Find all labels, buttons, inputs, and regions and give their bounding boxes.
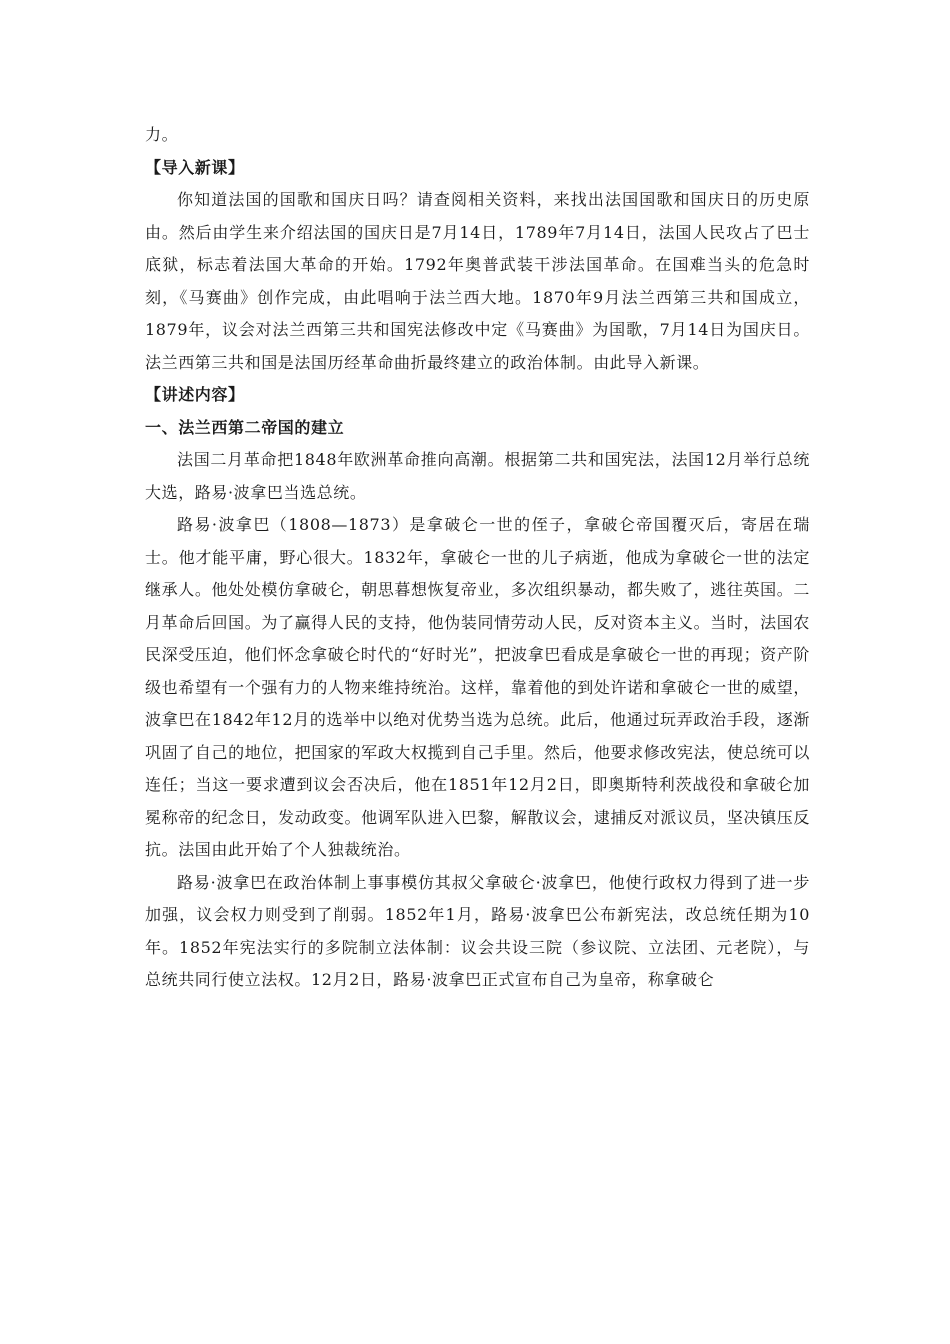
document-body: [145, 119, 810, 997]
section-heading-lecture: 【讲述内容】: [145, 385, 245, 404]
paragraph-louis-bonaparte-bio: 路易·波拿巴（1808—1873）是拿破仑一世的侄子，拿破仑帝国覆灭后，寄居在瑞士。他才能平庸，野心很大。1832年，拿破仑一世的儿子病逝，他成为拿破仑一世的法定继承人。他处处模仿拿破仑，朝思暮想恢复帝业，多次组织暴动，都失败了，逃往英国。二月革命后回国。为了赢得人民的支持，他伪装同情劳动人民，反对资本主义。当时，法国农民深受压迫，他们怀念拿破仑时代的“好时光”，把波拿巴看成是拿破仑一世的再现；资产阶级也希望有一个强有力的人物来维持统治。这样，靠着他的到处许诺和拿破仑一世的威望，波拿巴在1842年12月的选举中以绝对优势当选为总统。此后，他通过玩弄政治手段，逐渐巩固了自己的地位，把国家的军政大权揽到自己手里。然后，他要求修改宪法，使总统可以连任；当这一要求遭到议会否决后，他在1851年12月2日，即奥斯特利茨战役和拿破仑加冕称帝的纪念日，发动政变。他调军队进入巴黎，解散议会，逮捕反对派议员，坚决镇压反抗。法国由此开始了个人独裁统治。: [145, 515, 810, 859]
section-heading-intro: 【导入新课】: [145, 157, 245, 177]
subsection-heading-second-empire: 一、法兰西第二帝国的建立: [145, 417, 345, 437]
paragraph-intro: 你知道法国的国歌和国庆日吗？请查阅相关资料，来找出法国国歌和国庆日的历史原由。然后由学生来介绍法国的国庆日是7月14日，1789年7月14日，法国人民攻占了巴士底狱，标志着法国大革命的开始。1792年奥普武装干涉法国革命。在国难当头的危急时刻，《马赛曲》创作完成，由此唱响于法兰西大地。1870年9月法兰西第三共和国成立，1879年，议会对法兰西第三共和国宪法修改中定《马赛曲》为国歌，7月14日为国庆日。法兰西第三共和国是法国历经革命曲折最终建立的政治体制。由此导入新课。: [145, 190, 810, 372]
paragraph-february-revolution: 法国二月革命把1848年欧洲革命推向高潮。根据第二共和国宪法，法国12月举行总统大选，路易·波拿巴当选总统。: [145, 450, 810, 502]
paragraph-continuation: 力。: [145, 125, 179, 144]
paragraph-political-system: 路易·波拿巴在政治体制上事事模仿其叔父拿破仑·波拿巴，他使行政权力得到了进一步加强，议会权力则受到了削弱。1852年1月，路易·波拿巴公布新宪法，改总统任期为10年。1852年宪法实行的多院制立法体制：议会共设三院（参议院、立法团、元老院），与总统共同行使立法权。12月2日，路易·波拿巴正式宣布自己为皇帝，称拿破仑: [145, 872, 810, 989]
